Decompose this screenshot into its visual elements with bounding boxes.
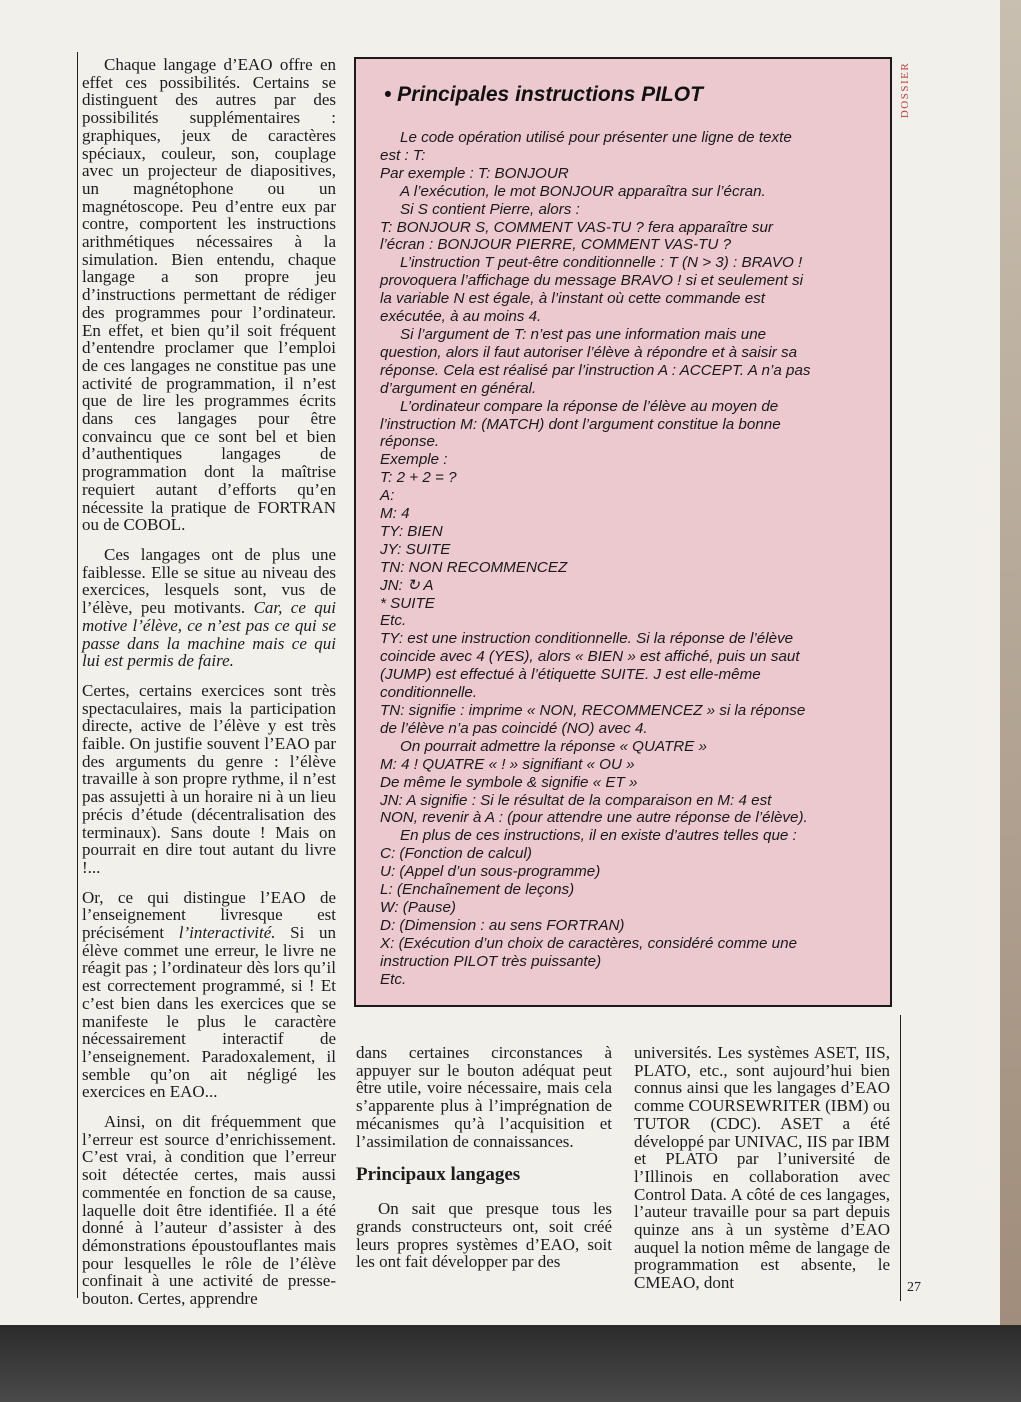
- box-line: Si l’argument de T: n’est pas une information mais une: [400, 325, 767, 343]
- box-line: C: (Fonction de calcul): [380, 845, 532, 863]
- box-line: l’écran : BONJOUR PIERRE, COMMENT VAS-TU ?: [380, 236, 732, 254]
- section-label-text: DOSSIER: [899, 61, 912, 119]
- left-paragraph-4-italic: l’interactivité.: [178, 923, 276, 943]
- box-line: de l’élève n’a pas coincidé (NO) avec 4.: [380, 719, 648, 737]
- box-line: U: (Appel d’un sous-programme): [380, 863, 601, 881]
- left-column-rule: [77, 52, 78, 1298]
- box-line: JY: SUITE: [380, 540, 451, 558]
- box-line: conditionnelle.: [380, 684, 478, 702]
- left-column: [82, 56, 336, 1308]
- middle-column: [356, 1044, 612, 1271]
- left-paragraph-4-text-a: Or, ce qui distingue l’EAO de l’enseignement livresque est précisément: [82, 887, 336, 943]
- left-paragraph-3: Certes, certains exercices sont très spectaculaires, mais la participation directe, active de l’élève y est très faible. On justifie souvent l’EAO par des arguments du genre : l’élève travaille à son propre rythme, il n’est pas assujetti à un horaire ni à un lieu précis d’étude (décentralisation des terminaux). Sans doute ! Mais on pourrait en dire tout autant du livre !...: [82, 680, 336, 877]
- section-label: [899, 58, 925, 128]
- box-line: A:: [380, 487, 395, 505]
- adjacent-page-edge: [1000, 0, 1021, 1402]
- box-line: W: (Pause): [380, 898, 456, 916]
- box-line: Le code opération utilisé pour présenter une ligne de texte: [400, 129, 792, 146]
- box-line: l’instruction M: (MATCH) dont l’argument constitue la bonne: [380, 415, 781, 433]
- box-line: JN: A signifie : Si le résultat de la comparaison en M: 4 est: [380, 791, 772, 809]
- box-line: T: BONJOUR S, COMMENT VAS-TU ? fera apparaître sur: [380, 218, 773, 236]
- left-paragraph-4-text-c: Paradoxalement, il semble qu’on ait négligé les exercices en EAO...: [82, 1046, 336, 1102]
- box-line: L’ordinateur compare la réponse de l’élève au moyen de: [400, 397, 779, 415]
- box-line: L: (Enchaînement de leçons): [380, 881, 575, 899]
- box-line: question, alors il faut autoriser l’élève à répondre et à saisir sa: [380, 343, 798, 361]
- box-body: [380, 129, 875, 989]
- box-line: M: 4: [380, 505, 410, 523]
- middle-paragraph-2: On sait que presque tous les grands constructeurs ont, soit créé leurs propres systèmes d’EAO, soit les ont fait développer par des: [356, 1199, 612, 1272]
- box-line: exécutée, à au moins 4.: [380, 308, 542, 326]
- box-line: instruction PILOT très puissante): [380, 952, 602, 970]
- box-line: Exemple :: [380, 451, 448, 469]
- box-title: • Principales instructions PILOT: [384, 83, 703, 106]
- middle-paragraph-1: dans certaines circonstances à appuyer sur le bouton adéquat peut être utile, voire nécessaire, mais cela s’apparente plus à l’imprégnation de mécanismes qu’à l’acquisition et l’assimilation de connaissances.: [356, 1043, 612, 1151]
- right-column: [634, 1044, 890, 1292]
- box-line: L’instruction T peut-être conditionnelle : T (N > 3) : BRAVO !: [400, 254, 803, 272]
- box-line: TY: est une instruction conditionnelle. Si la réponse de l’élève: [380, 630, 794, 648]
- section-heading: Principaux langages: [356, 1164, 521, 1186]
- right-paragraph-1: universités. Les systèmes ASET, IIS, PLATO, etc., sont aujourd’hui bien connus ainsi que les langages d’EAO comme COURSEWRITER (IBM) ou TUTOR (CDC). ASET a été développé par UNIVAC, IIS par IBM et PLATO par l’université de l’Illinois en collaboration avec Control Data. A côté de ces langages, l’auteur travaille pour sa part depuis quinze ans à un système d’EAO auquel la notion même de langage de programmation est absente, le CMEAO, dont: [634, 1043, 890, 1293]
- box-line: Etc.: [380, 970, 407, 988]
- scan-background: [0, 1325, 1021, 1402]
- left-paragraph-4: [82, 889, 336, 1101]
- box-line: T: 2 + 2 = ?: [380, 469, 457, 487]
- box-line: TY: BIEN: [380, 522, 443, 540]
- box-line: (JUMP) est effectué à l’étiquette SUITE. J est elle-même: [380, 666, 761, 684]
- box-line: On pourrait admettre la réponse « QUATRE »: [400, 737, 707, 755]
- box-line: JN: ↻ A: [380, 576, 434, 594]
- box-line: d’argument en général.: [380, 379, 537, 397]
- box-line: coincide avec 4 (YES), alors « BIEN » est affiché, puis un saut: [380, 648, 800, 666]
- left-paragraph-4-text-b: Si un élève commet une erreur, le livre ne réagit pas ; l’ordinateur dès lors qu’il est correctement programmé, si ! Et c’est bien dans les exercices que se manifeste le plus le caractère nécessairement interactif de l’enseignement.: [82, 923, 336, 1066]
- box-line: la variable N est égale, à l’instant où cette commande est: [380, 290, 765, 308]
- box-line: TN: NON RECOMMENCEZ: [380, 558, 568, 576]
- box-line: TN: signifie : imprime « NON, RECOMMENCEZ » si la réponse: [380, 702, 806, 719]
- box-line: réponse. Cela est réalisé par l’instruction A : ACCEPT. A n’a pas: [380, 361, 811, 379]
- box-line: est : T:: [380, 146, 426, 164]
- left-paragraph-2-text: Ces langages ont de plus une faiblesse. Elle se situe au niveau des exercices, lesquels sont, vus de l’élève, peu motivants.: [82, 544, 336, 618]
- box-line: X: (Exécution d’un choix de caractères, considéré comme une: [380, 934, 798, 952]
- box-line: Par exemple : T: BONJOUR: [380, 164, 569, 182]
- box-line: En plus de ces instructions, il en existe d’autres telles que :: [400, 827, 797, 845]
- left-paragraph-2-italic: Car, ce qui motive l’élève, ce n’est pas ce qui se passe dans la machine mais ce qui lui est permis de faire.: [82, 598, 337, 671]
- box-line: NON, revenir à A : (pour attendre une autre réponse de l’élève).: [380, 809, 808, 827]
- page-number: 27: [907, 1280, 921, 1295]
- left-paragraph-5: Ainsi, on dit fréquemment que l’erreur est source d’enrichissement. C’est vrai, à condition que l’erreur soit détectée certes, mais aussi commentée en fonction de sa cause, laquelle doit être identifiée. Il a été donné à l’auteur d’assister à des démonstrations époustouflantes mais pour lesquelles le rôle de l’élève confinait à une activité de presse-bouton. Certes, apprendre: [82, 1112, 336, 1309]
- right-margin-rule: [900, 1015, 901, 1301]
- box-line: M: 4 ! QUATRE « ! » signifiant « OU »: [380, 755, 635, 773]
- box-line: A l’exécution, le mot BONJOUR apparaîtra sur l’écran.: [400, 182, 766, 200]
- box-line: provoquera l’affichage du message BRAVO ! si et seulement si: [380, 272, 803, 290]
- left-paragraph-1: Chaque langage d’EAO offre en effet ces possibilités. Certains se distinguent des autres par des possibilités supplémentaires : graphiques, jeux de caractères spéciaux, couleur, son, couplage avec un projecteur de diapositives, un magnétophone ou un magnétoscope. Peu d’entre eux par contre, comportent les instructions arithmétiques nécessaires à la simulation. Bien entendu, chaque langage a son propre jeu d’instructions permettant de rédiger des programmes pour l’ordinateur. En effet, et bien qu’il soit fréquent d’entendre proclamer que l’emploi de ces langages ne constitue pas une activité de programmation, il n’est que de lire les programmes écrits dans ces langages pour être convaincu que ce sont bel et bien d’authentiques langages de programmation dont la maîtrise requiert autant d’efforts qu’en nécessite la pratique de FORTRAN ou de COBOL.: [82, 55, 336, 535]
- box-line: Si S contient Pierre, alors :: [400, 200, 580, 218]
- box-line: De même le symbole & signifie « ET »: [380, 773, 638, 791]
- box-line: D: (Dimension : au sens FORTRAN): [380, 916, 625, 934]
- box-line: * SUITE: [380, 594, 435, 612]
- left-paragraph-2: [82, 546, 336, 670]
- box-line: réponse.: [380, 433, 440, 451]
- pilot-instructions-box: [354, 57, 892, 1007]
- box-line: Etc.: [380, 612, 407, 630]
